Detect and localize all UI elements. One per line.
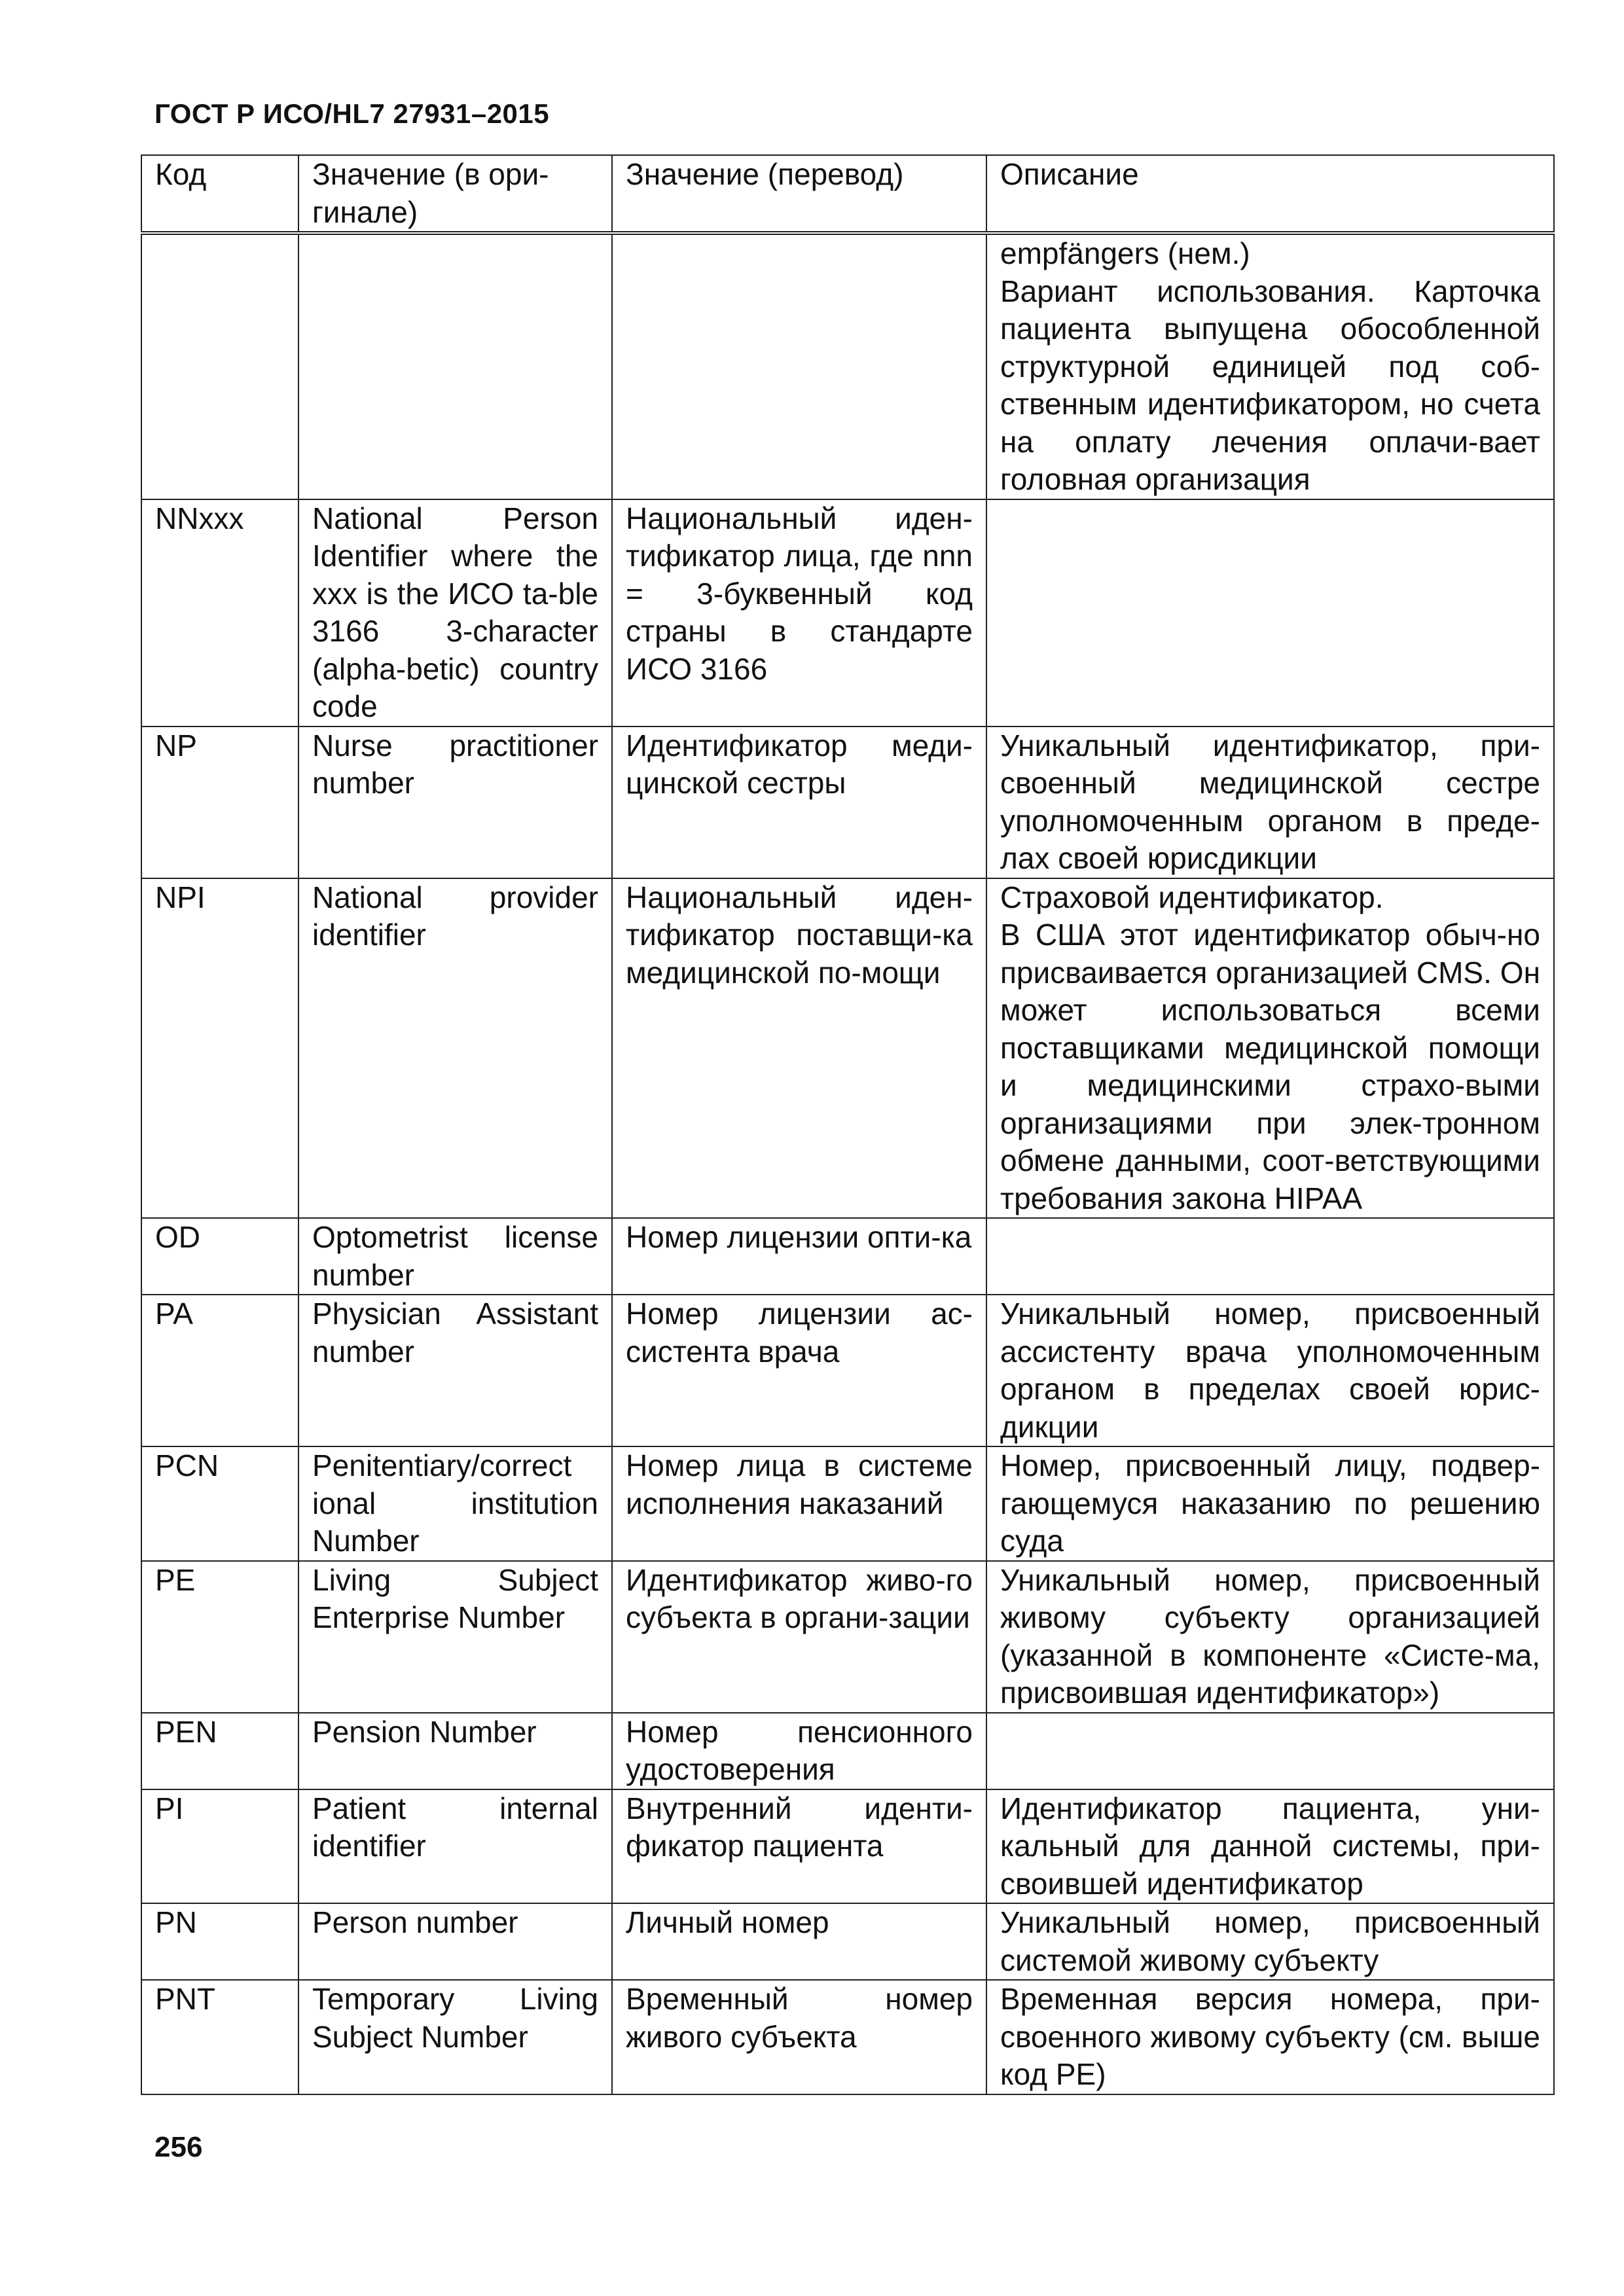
table-row: [141, 1713, 1554, 1789]
translation-cell: Идентификатор живо-го субъекта в органи-зации: [612, 1561, 986, 1713]
original-value-cell: Nurse practitioner number: [298, 726, 612, 878]
original-value-cell: National Person Identifier where the xxx is the ИСО ta-ble 3166 3-character (alpha-betic) country code: [298, 499, 612, 726]
original-value-cell: Patient internal identifier: [298, 1789, 612, 1904]
code-cell: [141, 233, 298, 499]
table-row: [141, 878, 1554, 1219]
original-value-cell: Optometrist license number: [298, 1218, 612, 1295]
code-cell: PN: [141, 1903, 298, 1980]
identifier-type-table: [141, 154, 1555, 2095]
description-cell: Уникальный идентификатор, при-своенный медицинской сестре уполномоченным органом в преде-лах своей юрисдикции: [986, 726, 1554, 878]
table-row: [141, 1789, 1554, 1904]
description-cell: [986, 1713, 1554, 1789]
translation-cell: Национальный иден-тификатор лица, где nnn = 3-буквенный код страны в стандарте ИСО 3166: [612, 499, 986, 726]
code-cell: NNxxx: [141, 499, 298, 726]
translation-cell: Внутренний иденти-фикатор пациента: [612, 1789, 986, 1904]
table-row: [141, 233, 1554, 499]
description-cell: [986, 1218, 1554, 1295]
description-cell: Уникальный номер, присвоенный живому субъекту организацией (указанной в компоненте «Систе-ма, присвоившая идентификатор»): [986, 1561, 1554, 1713]
code-cell: PEN: [141, 1713, 298, 1789]
table-row: [141, 1903, 1554, 1980]
code-cell: OD: [141, 1218, 298, 1295]
code-cell: PI: [141, 1789, 298, 1904]
code-cell: NPI: [141, 878, 298, 1219]
code-cell: PA: [141, 1295, 298, 1446]
table-row: [141, 1446, 1554, 1561]
original-value-cell: Living Subject Enterprise Number: [298, 1561, 612, 1713]
code-cell: PE: [141, 1561, 298, 1713]
original-value-cell: [298, 233, 612, 499]
table-row: [141, 1980, 1554, 2094]
original-value-cell: Person number: [298, 1903, 612, 1980]
column-header: Значение (в ори- гинале): [298, 155, 612, 233]
translation-cell: Номер лицензии ас-систента врача: [612, 1295, 986, 1446]
translation-cell: Идентификатор меди-цинской сестры: [612, 726, 986, 878]
translation-cell: [612, 233, 986, 499]
table-row: [141, 1218, 1554, 1295]
table-header: [141, 155, 1554, 233]
original-value-cell: Penitentiary/correct ional institution Number: [298, 1446, 612, 1561]
description-cell: [986, 499, 1554, 726]
column-header: Значение (перевод): [612, 155, 986, 233]
description-cell: empfängers (нем.) Вариант использования. Карточка пациента выпущена обособленной структурной единицей под соб-ственным идентификатором, но счета на оплату лечения оплачи-вает головная организация: [986, 233, 1554, 499]
description-cell: Уникальный номер, присвоенный ассистенту врача уполномоченным органом в пределах своей юрис-дикции: [986, 1295, 1554, 1446]
table-row: [141, 1561, 1554, 1713]
original-value-cell: Pension Number: [298, 1713, 612, 1789]
translation-cell: Номер пенсионного удостоверения: [612, 1713, 986, 1789]
original-value-cell: Temporary Living Subject Number: [298, 1980, 612, 2094]
document-standard-title: ГОСТ Р ИСО/HL7 27931–2015: [154, 98, 550, 129]
translation-cell: Личный номер: [612, 1903, 986, 1980]
code-cell: PNT: [141, 1980, 298, 2094]
description-cell: Номер, присвоенный лицу, подвер-гающемуся наказанию по решению суда: [986, 1446, 1554, 1561]
original-value-cell: Physician Assistant number: [298, 1295, 612, 1446]
translation-cell: Номер лица в системе исполнения наказаний: [612, 1446, 986, 1561]
column-header: Описание: [986, 155, 1554, 233]
description-cell: Страховой идентификатор. В США этот идентификатор обыч-но присваивается организацией CMS. Он может использоваться всеми поставщиками медицинской помощи и медицинскими страхо-выми организациями при элек-тронном обмене данными, соот-ветствующими требования закона HIPAA: [986, 878, 1554, 1219]
description-cell: Идентификатор пациента, уни-кальный для данной системы, при-своившей идентификатор: [986, 1789, 1554, 1904]
column-header: Код: [141, 155, 298, 233]
table-row: [141, 726, 1554, 878]
translation-cell: Номер лицензии опти-ка: [612, 1218, 986, 1295]
original-value-cell: National provider identifier: [298, 878, 612, 1219]
description-cell: Уникальный номер, присвоенный системой живому субъекту: [986, 1903, 1554, 1980]
table-row: [141, 499, 1554, 726]
description-cell: Временная версия номера, при-своенного живому субъекту (см. выше код PE): [986, 1980, 1554, 2094]
page-number: 256: [154, 2131, 203, 2163]
code-cell: PCN: [141, 1446, 298, 1561]
table-row: [141, 1295, 1554, 1446]
translation-cell: Национальный иден-тификатор поставщи-ка медицинской по-мощи: [612, 878, 986, 1219]
translation-cell: Временный номер живого субъекта: [612, 1980, 986, 2094]
table-body: [141, 233, 1554, 2094]
code-cell: NP: [141, 726, 298, 878]
